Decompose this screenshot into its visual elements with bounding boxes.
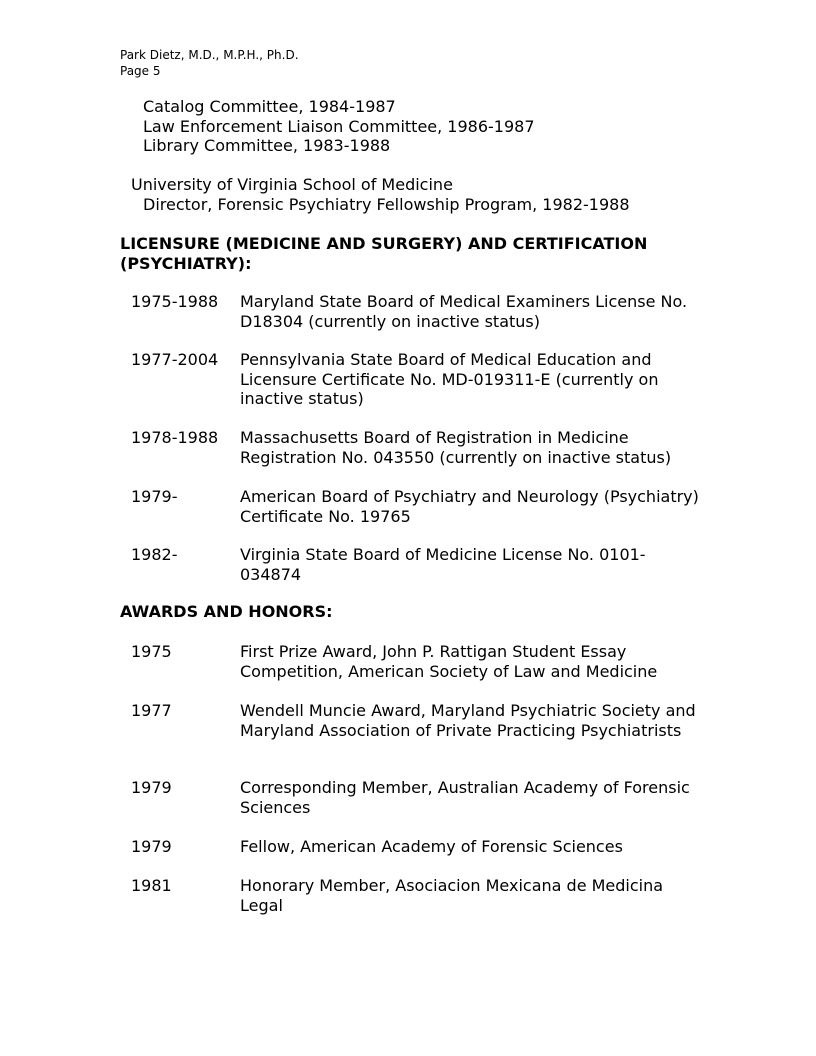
committee-item: Catalog Committee, 1984-1987 [143, 97, 396, 116]
entry-years: 1981 [131, 876, 172, 895]
committee-item: Law Enforcement Liaison Committee, 1986-1987 [143, 116, 535, 136]
entry-description: Virginia State Board of Medicine License No. 0101-034874 [240, 545, 646, 584]
awards-heading: AWARDS AND HONORS: [120, 602, 333, 621]
institution-name: University of Virginia School of Medicine [131, 175, 453, 194]
entry-description: Corresponding Member, Australian Academy of Forensic Sciences [240, 778, 690, 817]
entry-years: 1975 [131, 642, 172, 661]
entry-description: American Board of Psychiatry and Neurology (Psychiatry) Certificate No. 19765 [240, 487, 699, 526]
award-entry [131, 642, 701, 681]
entry-years: 1977 [131, 701, 172, 720]
entry-years: 1975-1988 [131, 292, 219, 311]
committee-list [143, 97, 535, 156]
licensure-entry [131, 545, 701, 584]
entry-description: Fellow, American Academy of Forensic Sciences [240, 837, 623, 856]
committee-item: Library Committee, 1983-1988 [143, 136, 391, 155]
entry-years: 1978-1988 [131, 428, 219, 447]
licensure-entry [131, 428, 701, 467]
licensure-entry [131, 487, 701, 526]
award-entry [131, 837, 701, 857]
award-entry [131, 778, 701, 817]
entry-description: Pennsylvania State Board of Medical Education and Licensure Certificate No. MD-019311-E (currently on inactive status) [240, 350, 659, 408]
page-number: Page 5 [120, 63, 161, 78]
page-header [120, 48, 299, 79]
licensure-heading: LICENSURE (MEDICINE AND SURGERY) AND CERTIFICATION (PSYCHIATRY): [120, 234, 648, 273]
entry-description: Massachusetts Board of Registration in Medicine Registration No. 043550 (currently on inactive status) [240, 428, 672, 467]
author-name: Park Dietz, M.D., M.P.H., Ph.D. [120, 48, 299, 62]
licensure-entry [131, 350, 701, 409]
fellowship-role: Director, Forensic Psychiatry Fellowship Program, 1982-1988 [143, 194, 630, 214]
entry-years: 1979- [131, 487, 178, 506]
entry-description: Maryland State Board of Medical Examiners License No. D18304 (currently on inactive status) [240, 292, 688, 331]
award-entry [131, 701, 701, 740]
entry-description: First Prize Award, John P. Rattigan Student Essay Competition, American Society of Law and Medicine [240, 642, 658, 681]
licensure-entry [131, 292, 701, 331]
entry-years: 1979 [131, 837, 172, 856]
entry-years: 1979 [131, 778, 172, 797]
entry-years: 1982- [131, 545, 178, 564]
entry-description: Honorary Member, Asociacion Mexicana de Medicina Legal [240, 876, 664, 915]
entry-description: Wendell Muncie Award, Maryland Psychiatric Society and Maryland Association of Private Practicing Psychiatrists [240, 701, 696, 740]
entry-years: 1977-2004 [131, 350, 219, 369]
award-entry [131, 876, 701, 915]
uva-appointment [131, 175, 630, 214]
